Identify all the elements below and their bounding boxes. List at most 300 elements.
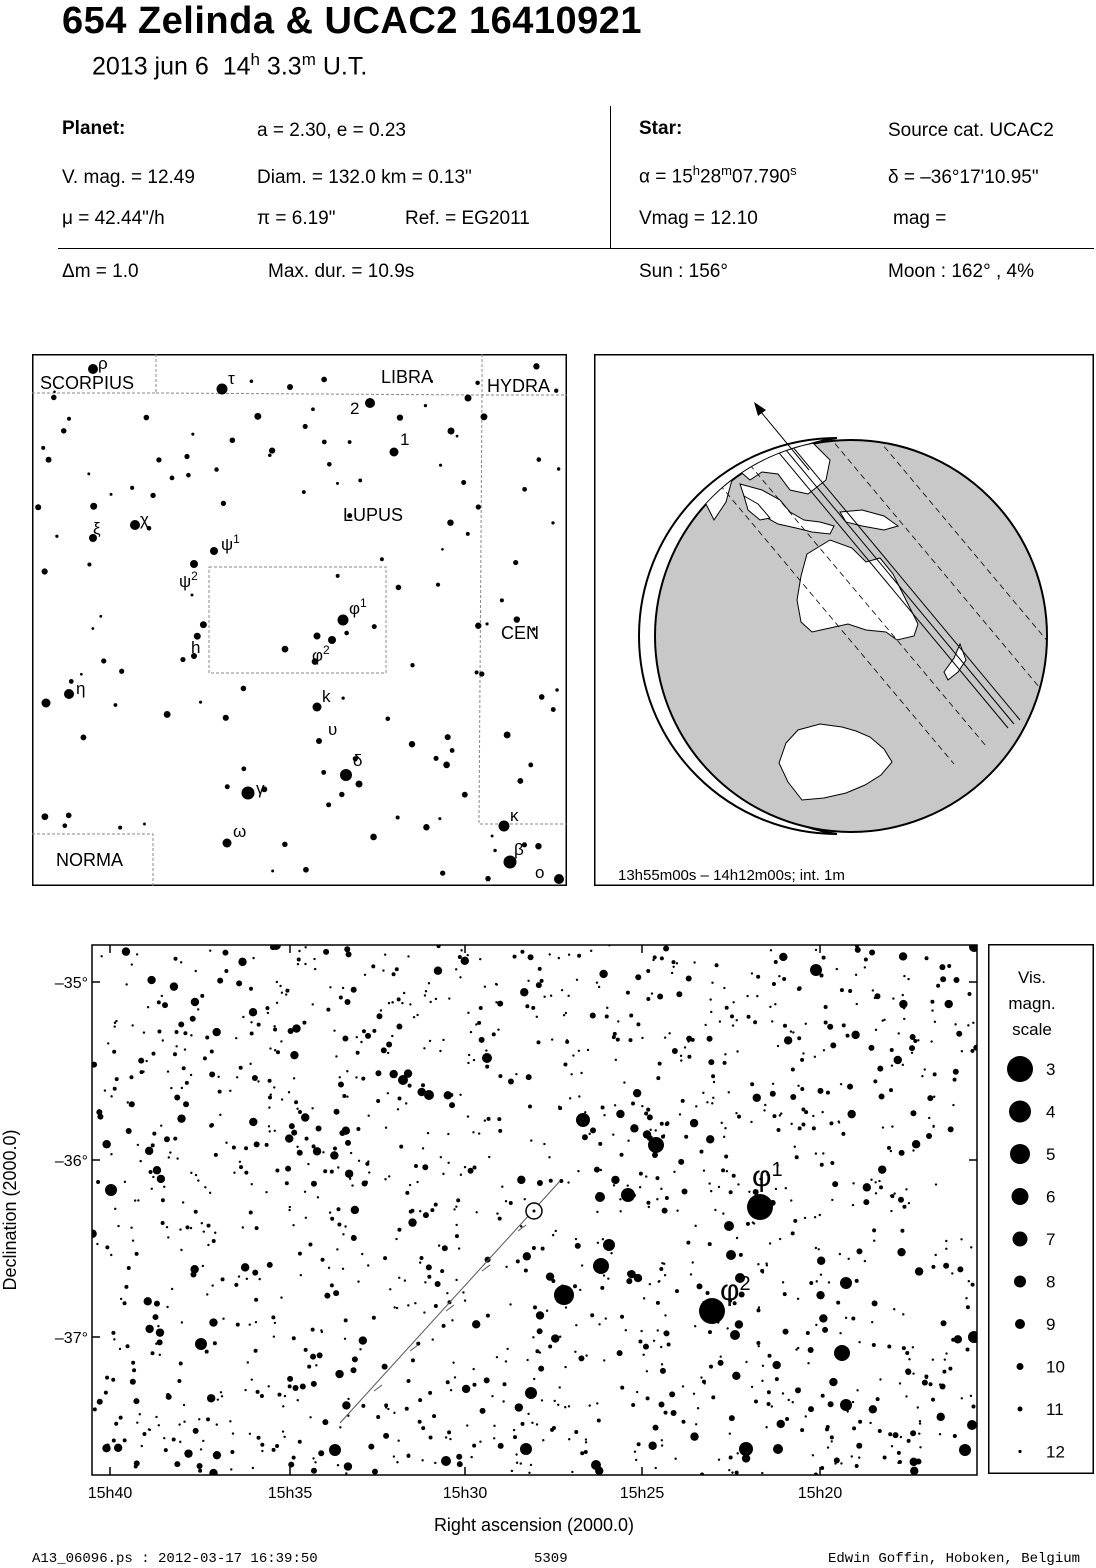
field-star [102,1444,110,1452]
field-star [317,1352,323,1358]
field-star [527,980,529,982]
map-star [326,802,331,807]
field-star [582,1134,588,1140]
field-star [848,989,852,993]
field-star [249,1118,257,1126]
map-star [35,504,41,510]
field-star [311,1381,317,1387]
star-label-rho: ρ [98,354,108,373]
field-star [870,1179,872,1181]
field-star [798,986,802,990]
field-star [551,1038,553,1040]
field-star [224,969,228,973]
map-star [535,843,541,849]
star-vmag: Vmag = 12.10 [639,208,758,229]
field-star [911,1052,913,1054]
field-star [641,1105,643,1107]
field-star [887,1344,891,1348]
field-star [876,1397,880,1401]
field-star [697,1283,703,1289]
field-star [414,1302,416,1304]
field-star [429,1001,431,1003]
field-star [397,1228,401,1232]
field-star [285,989,289,993]
field-star [952,1104,954,1106]
field-star [230,1468,232,1470]
field-star [407,1379,411,1383]
field-star [256,1390,260,1394]
field-star [664,1314,666,1316]
field-star [395,1238,397,1240]
field-star [625,1329,627,1331]
field-star [927,1095,933,1101]
field-star [285,993,287,995]
field-star [254,1141,260,1147]
field-star [926,1133,932,1139]
field-star [936,984,940,988]
map-star [517,778,523,784]
field-star [968,1280,970,1282]
field-star [549,1179,553,1183]
field-star [498,1074,502,1078]
field-star [783,1329,789,1335]
map-star [314,633,321,640]
field-star [776,1128,780,1132]
field-star [279,985,281,987]
field-star [856,1443,862,1449]
star-mag: mag = [893,208,947,229]
field-star [858,1420,862,1424]
field-star [856,1389,858,1391]
field-star [856,1248,862,1254]
legend-dot [1009,1101,1031,1123]
map-star [214,467,218,471]
field-star [961,1050,963,1052]
field-star [910,1110,916,1116]
field-star [127,1101,129,1103]
field-star [820,1163,824,1167]
field-star [659,1401,665,1407]
field-star [832,1181,838,1187]
field-star [736,1237,738,1239]
field-star [408,1218,416,1226]
field-star [267,1012,269,1014]
field-star [498,1443,504,1449]
field-star [645,1175,647,1177]
field-star [617,1350,623,1356]
field-star [421,1459,423,1461]
field-star [951,1272,953,1274]
field-star [542,1439,544,1441]
field-star [344,1462,352,1470]
field-star [506,1348,508,1350]
map-star [311,407,315,411]
field-star [672,966,674,968]
field-star [713,1081,715,1083]
field-star [205,1350,209,1354]
field-star [770,1091,776,1097]
map-star [210,547,218,555]
field-star [972,1022,974,1024]
field-star [475,1023,477,1025]
field-star [178,1021,184,1027]
field-star [445,1436,447,1438]
field-star [364,974,366,976]
map-star [230,438,236,444]
field-star [171,1288,173,1290]
field-star [145,1060,147,1062]
field-star [821,1111,823,1113]
field-star [606,1007,608,1009]
field-star [708,1182,710,1184]
field-star [548,1156,550,1158]
field-star [706,1135,714,1143]
map-star [447,519,453,525]
map-star [396,585,402,591]
x-tick-1540: 15h40 [87,1485,133,1502]
x-axis-label: Right ascension (2000.0) [433,1515,635,1535]
field-star [157,1175,165,1183]
field-star [442,1324,446,1328]
planet-vmag: V. mag. = 12.49 [62,167,195,188]
field-star [751,972,753,974]
map-star [356,781,363,788]
field-star [750,1082,754,1086]
map-star [480,413,487,420]
field-star [851,1316,855,1320]
field-star [359,1348,361,1350]
field-star [828,1401,834,1407]
field-star [815,1152,817,1154]
field-star [324,1293,330,1299]
field-star [775,1377,779,1381]
field-star [414,1164,418,1168]
field-star [177,1114,185,1122]
legend-dot [1012,1188,1029,1205]
field-star [342,1233,344,1235]
field-star [532,1246,536,1250]
field-star [434,967,442,975]
field-star [718,1360,724,1366]
field-star [310,1354,316,1360]
field-star [447,1133,449,1135]
map-star [302,490,306,494]
field-star [820,1466,824,1470]
field-star [258,1278,260,1280]
field-star [878,1429,882,1433]
field-star [170,1087,172,1089]
field-star [296,1146,298,1148]
map-star [69,679,74,684]
map-star [186,473,191,478]
field-star [152,1132,156,1136]
field-star [899,1150,905,1156]
field-star [935,1183,937,1185]
label-scorpius: SCORPIUS [40,373,135,393]
field-star [385,1127,387,1129]
field-star [464,1299,466,1301]
field-star [407,1453,409,1455]
field-star [847,1084,853,1090]
field-star [928,1117,930,1119]
field-star [260,1443,264,1447]
field-star [255,1226,259,1230]
field-star [872,1300,878,1306]
constellation-map [32,354,567,886]
field-star [454,1376,456,1378]
hour-unit: h [250,50,260,69]
field-star [584,1111,586,1113]
field-star [387,1408,389,1410]
field-star [531,1006,535,1010]
field-star [941,1320,947,1326]
field-star [892,997,894,999]
field-star [541,1247,545,1251]
field-star [708,1059,714,1065]
field-star [351,1206,359,1214]
field-star [822,1152,824,1154]
field-star [496,1212,498,1214]
field-star [875,1029,877,1031]
field-star [619,1210,621,1212]
field-star [943,1263,949,1269]
field-star [530,1464,532,1466]
field-star [538,967,542,971]
field-star [96,1109,102,1115]
field-star [912,1372,914,1374]
field-star [167,1070,169,1072]
bright-star [730,1330,740,1340]
field-star [718,1459,720,1461]
field-star [161,995,163,997]
map-star [537,457,542,462]
field-star [665,1196,669,1200]
field-star [104,1089,106,1091]
field-star [298,1440,302,1444]
field-star [821,1394,825,1398]
field-star [899,1382,901,1384]
field-star [395,967,399,971]
star-source: Source cat. UCAC2 [888,120,1054,141]
map-star [475,623,481,629]
field-star [531,1422,533,1424]
field-star [386,1042,392,1048]
field-star [429,1436,433,1440]
field-star [726,1170,728,1172]
map-star [303,424,308,429]
field-star [830,1435,834,1439]
field-star [675,1289,679,1293]
field-star [863,1199,869,1205]
field-star [495,983,497,985]
field-star [655,1467,657,1469]
field-star [334,1109,340,1115]
event-timescale: U.T. [322,52,368,81]
field-star [222,950,228,956]
field-star [729,1455,733,1459]
field-star [149,1170,153,1174]
field-star [687,1055,691,1059]
bright-star [967,1420,977,1430]
field-star [898,1197,904,1203]
field-star [552,1426,556,1430]
field-star [292,1336,296,1340]
field-star [456,1454,462,1460]
field-star [520,950,524,954]
field-star [344,1318,348,1322]
field-star [627,1140,629,1142]
bright-star [525,1387,537,1399]
field-star [421,1426,425,1430]
field-star [552,1234,554,1236]
field-star [970,1246,972,1248]
field-star [603,1359,605,1361]
field-star [629,1014,633,1018]
field-star [697,1407,699,1409]
field-star [753,1094,761,1102]
field-star [784,1036,792,1044]
field-star [651,992,653,994]
field-star [575,1243,581,1249]
psi1-index: 1 [233,532,240,546]
field-star [661,1439,663,1441]
field-star [216,1423,218,1425]
field-star [293,1385,299,1391]
map-star [87,472,90,475]
field-star [756,1341,760,1345]
field-star [252,1075,258,1081]
field-star [229,1420,231,1422]
map-star [385,716,390,721]
field-star [479,1037,485,1043]
field-star [485,1257,491,1263]
field-star [664,1330,670,1336]
map-star [42,699,51,708]
field-star [160,1124,162,1126]
map-star [303,867,309,873]
field-star [610,1252,612,1254]
field-star [971,1283,975,1287]
field-star [447,1430,451,1434]
field-star [788,1399,790,1401]
field-star [852,1426,856,1430]
bright-star [593,1258,609,1274]
legend-mag-label: 6 [1046,1187,1056,1207]
field-star [520,1225,522,1227]
field-star [756,1308,760,1312]
field-star [846,1034,850,1038]
field-star [714,1209,716,1211]
field-star [804,1217,806,1219]
field-star [190,1227,192,1229]
field-star [973,1045,979,1051]
field-star [758,1345,760,1347]
field-star [594,1167,600,1173]
legend-mag-label: 12 [1046,1442,1065,1462]
field-star [646,1396,650,1400]
field-star [135,1252,139,1256]
field-star [184,1449,192,1457]
field-star [419,1261,421,1263]
field-star [690,1273,692,1275]
map-star [61,428,67,434]
field-star [640,1330,642,1332]
field-star [209,1469,217,1477]
field-star [475,1211,477,1213]
field-star [834,1457,840,1463]
field-star [636,1391,638,1393]
field-star [715,963,719,967]
field-star [830,1042,836,1048]
field-star [268,1106,270,1108]
field-star [869,1422,871,1424]
field-star [864,1260,866,1262]
field-star [915,1459,921,1465]
field-star [847,1110,855,1118]
field-star [802,1052,804,1054]
field-star [330,1217,334,1221]
field-star [840,1083,842,1085]
field-star [702,1380,706,1384]
field-star [823,1049,825,1051]
field-star [816,1291,824,1299]
legend-mag-label: 5 [1046,1145,1056,1164]
field-star [890,1048,894,1052]
field-star [772,1083,774,1085]
field-star [213,1341,217,1345]
field-star [747,1015,751,1019]
field-star [132,1239,134,1241]
field-star [339,1130,345,1136]
planet-label: Planet: [62,118,126,139]
field-star [726,1327,728,1329]
field-star [611,1176,619,1184]
field-star [383,1433,389,1439]
field-star [359,1336,367,1344]
field-star [497,1001,503,1007]
field-star [152,1176,154,1178]
field-star [516,1462,518,1464]
phi2-chart-letter: φ [720,1274,740,1307]
field-star [452,1361,454,1363]
bright-star [603,1239,615,1251]
field-star [563,1014,565,1016]
field-star [600,1286,604,1290]
field-star [409,1003,411,1005]
field-star [389,1070,397,1078]
legend-dot [1017,1363,1024,1370]
field-star [706,1101,708,1103]
field-star [646,1370,648,1372]
map-star [180,657,185,662]
field-star [664,1036,666,1038]
field-star [635,974,641,980]
field-star [812,1115,814,1117]
field-star [268,1125,270,1127]
field-star [792,1031,794,1033]
map-star [555,688,558,691]
map-star [465,395,472,402]
field-star [945,1240,947,1242]
field-star [732,1174,736,1178]
field-star [337,1223,341,1227]
field-star [580,1072,582,1074]
field-star [114,1208,116,1210]
field-star [791,1068,795,1072]
map-star [504,732,511,739]
field-star [157,1339,163,1345]
field-star [710,1011,712,1013]
